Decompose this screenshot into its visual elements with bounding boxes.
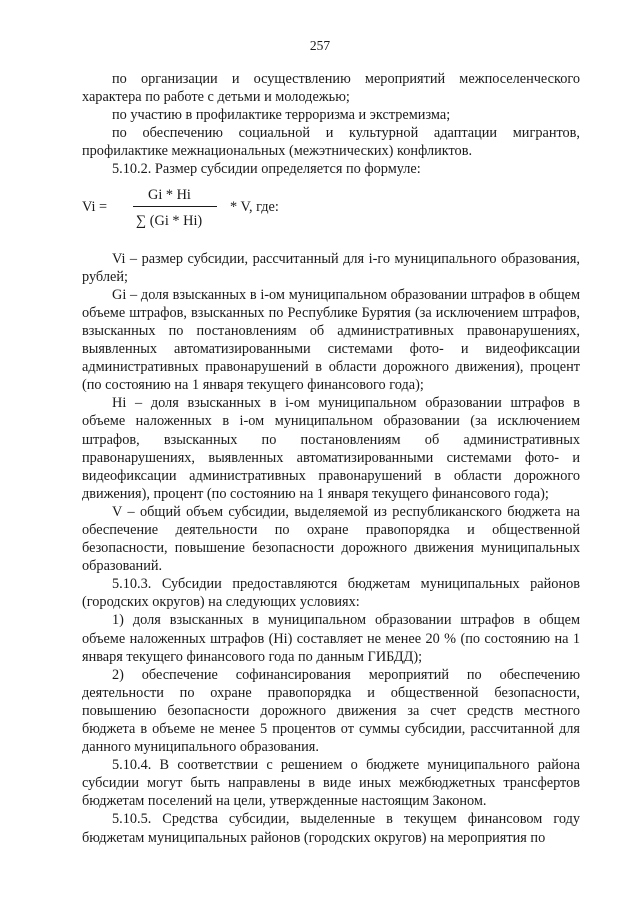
definition-gi: Gi – доля взысканных в i-ом муниципальном образовании штрафов в общем объеме штрафов, взысканных по Республике Бурятия (за исключением штрафов, взысканных по постановлениям об административных правонарушениях, выявленных автоматизированными системами фото- и видеофиксации административных правонарушений в области дорожного движения), процент (по состоянию на 1 января текущего финансового года); bbox=[82, 286, 580, 394]
clause-5-10-5: 5.10.5. Средства субсидии, выделенные в текущем финансовом году бюджетам муниципальных районов (городских округов) на мероприятия по bbox=[82, 811, 580, 846]
condition-item: 1) доля взысканных в муниципальном образовании штрафов в общем объеме наложенных штрафов (Hi) составляет не менее 20 % (по состоянию на 1 января текущего финансового года по данным ГИБДД); bbox=[82, 612, 580, 665]
list-item: по участию в профилактике терроризма и экстремизма; bbox=[112, 107, 451, 124]
list-item: по организации и осуществлению мероприятий межпоселенческого характера по работе с детьми и молодежью; bbox=[82, 71, 580, 106]
formula-lhs: Vi = bbox=[82, 198, 108, 215]
definition-hi: Hi – доля взысканных в i-ом муниципальном образовании штрафов в объеме наложенных в i-ом муниципальном образовании (за исключением штрафов, взысканных по постановлениям об административных правонарушениях, выявленных автоматизированными системами фото- и видеофиксации административных правонарушений в области дорожного движения), процент (по состоянию на 1 января текущего финансового года); bbox=[82, 395, 580, 502]
clause-5-10-3: 5.10.3. Субсидии предоставляются бюджетам муниципальных районов (городских округов) на следующих условиях: bbox=[82, 576, 580, 611]
formula-numerator: Gi * Hi bbox=[148, 186, 191, 203]
list-item: по обеспечению социальной и культурной адаптации мигрантов, профилактике межнациональных (межэтнических) конфликтов. bbox=[82, 125, 580, 160]
clause-5-10-2: 5.10.2. Размер субсидии определяется по формуле: bbox=[112, 161, 421, 178]
definition-v: V – общий объем субсидии, выделяемой из республиканского бюджета на обеспечение деятельности по охране правопорядка и общественной безопасности, повышение безопасности дорожного движения муниципальных образований. bbox=[82, 503, 580, 575]
formula-rhs: * V, где: bbox=[230, 198, 279, 215]
formula-denominator: ∑ (Gi * Hi) bbox=[136, 212, 203, 229]
document-body bbox=[82, 70, 580, 847]
fraction-line bbox=[133, 206, 217, 207]
subsidy-formula bbox=[82, 182, 580, 234]
definition-vi: Vi – размер субсидии, рассчитанный для i-го муниципального образования, рублей; bbox=[82, 250, 580, 285]
condition-item: 2) обеспечение софинансирования мероприятий по обеспечению деятельности по охране правопорядка и общественной безопасности, повышению безопасности дорожного движения за счет средств местного бюджета в объеме не менее 5 процентов от суммы субсидии, рассчитанной для данного муниципального образования. bbox=[82, 666, 580, 756]
clause-5-10-4: 5.10.4. В соответствии с решением о бюджете муниципального района субсидии могут быть направлены в виде иных межбюджетных трансфертов бюджетам поселений на цели, утвержденные настоящим Законом. bbox=[82, 757, 580, 810]
page-number: 257 bbox=[309, 38, 331, 53]
